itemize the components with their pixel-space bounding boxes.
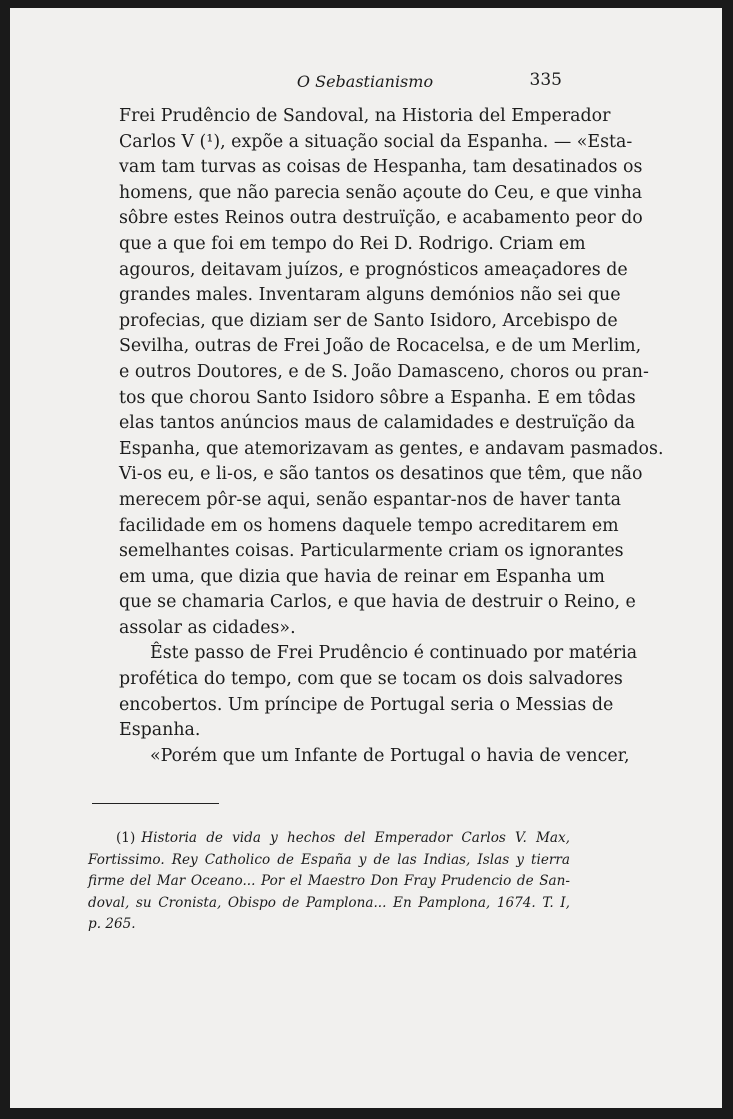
text-line: sôbre estes Reinos outra destruïção, e acabamento peor do	[119, 208, 643, 229]
text-line: tos que chorou Santo Isidoro sôbre a Espanha. E em tôdas	[119, 387, 636, 408]
text-line: facilidade em os homens daquele tempo acreditarem em	[119, 515, 619, 536]
footnote	[88, 828, 570, 936]
text-line: «Porém que um Infante de Portugal o havia de vencer,	[150, 745, 630, 766]
text-line: Vi-os eu, e li-os, e são tantos os desatinos que têm, que não	[119, 464, 643, 485]
text-line: profética do tempo, com que se tocam os dois salvadores	[119, 669, 623, 690]
text-line: encobertos. Um príncipe de Portugal seria o Messias de	[119, 694, 614, 715]
text-line: Êste passo de Frei Prudêncio é continuado por matéria	[150, 643, 638, 664]
text-line: grandes males. Inventaram alguns demónios não sei que	[119, 285, 621, 306]
paragraph	[88, 744, 630, 770]
running-title: O Sebastianismo	[296, 72, 434, 91]
page-header	[10, 68, 722, 98]
text-line: Espanha, que atemorizavam as gentes, e andavam pasmados.	[119, 438, 664, 459]
text-line: merecem pôr-se aqui, senão espantar-nos de haver tanta	[119, 489, 622, 510]
footnote-line: (1) Historia de vida y hechos del Emperador Carlos V. Max,	[116, 830, 570, 846]
text-line: elas tantos anúncios maus de calamidades e destruïção da	[119, 413, 636, 434]
footnote-line: Fortissimo. Rey Catholico de España y de las Indias, Islas y tierra	[88, 851, 570, 868]
footnote-separator	[92, 803, 219, 804]
text-line: que a que foi em tempo do Rei D. Rodrigo. Criam em	[119, 233, 586, 254]
main-text	[88, 104, 664, 769]
text-line: profecias, que diziam ser de Santo Isidoro, Arcebispo de	[119, 310, 618, 331]
text-line: Sevilha, outras de Frei João de Rocacelsa, e de um Merlim,	[119, 336, 642, 357]
text-line: em uma, que dizia que havia de reinar em Espanha um	[119, 566, 605, 587]
book-page	[10, 8, 722, 1108]
text-line: Carlos V (¹), expõe a situação social da Espanha. — «Esta-	[119, 131, 633, 152]
text-line: assolar as cidades».	[119, 617, 296, 638]
text-line: Frei Prudêncio de Sandoval, na Historia del Emperador	[119, 106, 611, 126]
text-line: Espanha.	[119, 720, 201, 741]
text-line: agouros, deitavam juízos, e prognósticos ameaçadores de	[119, 259, 628, 280]
paragraph	[88, 641, 638, 743]
footnote-line: firme del Mar Oceano... Por el Maestro Don Fray Prudencio de San-	[88, 873, 570, 889]
page-number: 335	[529, 70, 562, 90]
paragraph	[88, 104, 664, 641]
text-line: semelhantes coisas. Particularmente criam os ignorantes	[119, 541, 624, 562]
text-line: homens, que não parecia senão açoute do Ceu, e que vinha	[119, 182, 643, 203]
text-line: que se chamaria Carlos, e que havia de destruir o Reino, e	[119, 592, 636, 613]
footnote-line: doval, su Cronista, Obispo de Pamplona... En Pamplona, 1674. T. I,	[88, 894, 570, 911]
text-line: e outros Doutores, e de S. João Damasceno, choros ou pran-	[119, 361, 649, 382]
text-line: vam tam turvas as coisas de Hespanha, tam desatinados os	[119, 157, 643, 178]
footnote-line: p. 265.	[88, 916, 136, 932]
footnote-marker: (1)	[116, 830, 136, 846]
